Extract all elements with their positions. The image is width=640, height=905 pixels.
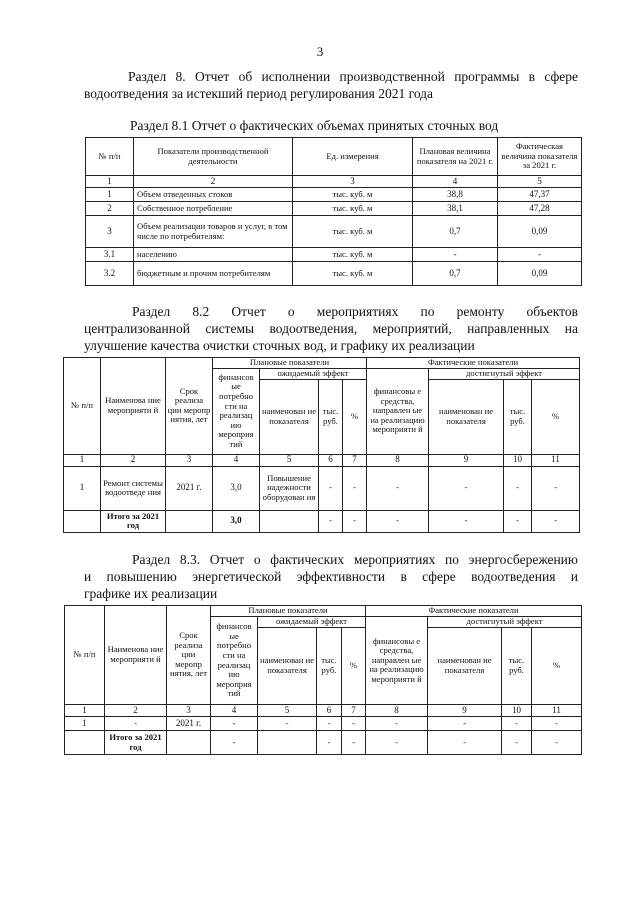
table-total-row [65,731,582,755]
row-unit: тыс. куб. м [293,262,413,286]
section-8-2-line-1: Раздел 8.2 Отчет о мероприятиях по ремонту объектов [132,304,578,319]
row-unit: тыс. куб. м [293,248,413,262]
header-percent: % [532,628,582,705]
section-8-3-heading [84,551,578,602]
header-plan: Плановая величина показателя на 2021 г. [413,138,498,176]
col-number: 8 [366,705,428,717]
section-8-2-line-3: улучшение качества очистки сточных вод, и графику их реализации [84,338,475,353]
col-number: 5 [260,454,319,466]
table-row [64,466,580,510]
header-indicator-name: наименован ие показателя [428,628,502,705]
row-unit: тыс. куб. м [293,216,413,248]
col-number: 9 [429,454,504,466]
row-name: Ремонт системы водоотведе ния [101,466,166,510]
row-num: 2 [86,202,134,216]
col-number: 1 [86,176,134,188]
header-indicator-name: наименован ие показателя [429,379,504,454]
col-number: 2 [105,705,167,717]
row-pct: - [343,466,367,510]
total-fin: - [211,731,258,755]
section-8-2-heading [84,303,578,354]
total-pct-actual: - [532,731,582,755]
section-8-2-line-2: централизованной системы водоотведения, мероприятий, направленных на [84,321,578,336]
row-pct: - [342,717,366,731]
row-fin: - [211,717,258,731]
row-name: бюджетным и прочим потребителям [134,262,293,286]
section-8-3-line-1: Раздел 8.3. Отчет о фактических мероприятиях по энергосбережению [132,552,578,567]
col-number: 7 [342,705,366,717]
header-percent: % [343,379,367,454]
header-percent: % [342,628,366,705]
col-number: 3 [167,705,211,717]
table-row [86,216,582,248]
row-rub-actual: - [504,466,532,510]
page-number: 3 [316,44,324,59]
row-term: 2021 г. [166,466,213,510]
col-number: 2 [101,454,166,466]
row-num: 3.2 [86,262,134,286]
section-8-heading [84,68,578,102]
row-name: Собственное потребление [134,202,293,216]
col-number: 4 [413,176,498,188]
table-row [86,262,582,286]
header-expected: ожидаемый эффект [258,617,366,628]
col-number: 1 [64,454,101,466]
table-row [86,248,582,262]
table-wastewater-volumes [85,137,582,286]
header-thous-rub: тыс. руб. [319,379,343,454]
total-fin-actual: - [367,510,429,532]
row-pct-actual: - [532,466,580,510]
header-indicator: Показатели производственной деятельности [134,138,293,176]
col-number: 4 [211,705,258,717]
row-plan: 0,7 [413,262,498,286]
row-num: 1 [64,466,101,510]
header-actual: Фактические показатели [366,606,582,617]
row-indicator-actual: - [428,717,502,731]
row-name: Объем отведенных стоков [134,188,293,202]
total-rub-actual: - [502,731,532,755]
table-row [86,202,582,216]
row-plan: 38,8 [413,188,498,202]
row-fact: 47,28 [498,202,582,216]
row-plan: 38,1 [413,202,498,216]
header-actual: Фактические показатели [367,358,580,369]
header-num: № п/п [64,358,101,455]
section-8-line-1: Раздел 8. Отчет об исполнении производственной программы в сфере [128,69,578,84]
row-pct-actual: - [532,717,582,731]
row-name: - [105,717,167,731]
row-num: 3.1 [86,248,134,262]
table-total-row [64,510,580,532]
header-expected: ожидаемый эффект [260,368,367,379]
header-num: № п/п [65,606,105,705]
col-number: 5 [498,176,582,188]
header-fact: Фактическая величина показателя за 2021 г. [498,138,582,176]
col-number: 2 [134,176,293,188]
total-rub-actual: - [504,510,532,532]
row-fact: 47,37 [498,188,582,202]
total-fin: 3,0 [213,510,260,532]
col-number: 6 [317,705,342,717]
total-fin-actual: - [366,731,428,755]
header-achieved: достигнутый эффект [428,617,582,628]
row-unit: тыс. куб. м [293,188,413,202]
total-rub: - [319,510,343,532]
header-achieved: достигнутый эффект [429,368,580,379]
header-num: № п/п [86,138,134,176]
row-num: 1 [86,188,134,202]
header-indicator-name: наименован ие показателя [260,379,319,454]
header-fin: финансов ые потребно сти на реализац ию мероприя тий [211,617,258,705]
col-number: 10 [504,454,532,466]
row-name: населению [134,248,293,262]
col-number: 9 [428,705,502,717]
col-number: 6 [319,454,343,466]
section-8-1-title: Раздел 8.1 Отчет о фактических объемах принятых сточных вод [130,118,499,133]
row-indicator: - [258,717,317,731]
table-row [86,188,582,202]
header-thous-rub: тыс. руб. [317,628,342,705]
header-fin-actual: финансовы е средства, направлен ые на реализацию мероприяти й [367,368,429,454]
row-rub: - [319,466,343,510]
header-thous-rub: тыс. руб. [504,379,532,454]
table-energy-saving-measures [64,605,582,755]
row-fin-actual: - [366,717,428,731]
total-indicator-actual: - [429,510,504,532]
row-term: 2021 г. [167,717,211,731]
row-plan: 0,7 [413,216,498,248]
header-planned: Плановые показатели [211,606,366,617]
total-pct: - [343,510,367,532]
row-fact: 0,09 [498,262,582,286]
row-num: 3 [86,216,134,248]
row-indicator: Повышение надежности оборудован ия [260,466,319,510]
col-number: 1 [65,705,105,717]
col-number: 11 [532,705,582,717]
row-num: 1 [65,717,105,731]
section-8-3-line-3: графике их реализации [84,586,218,601]
table-row [65,717,582,731]
row-fact: 0,09 [498,216,582,248]
col-number: 10 [502,705,532,717]
row-plan: - [413,248,498,262]
total-indicator-actual: - [428,731,502,755]
header-planned: Плановые показатели [213,358,367,369]
section-8-3-line-2: и повышению энергетической эффективности в сфере водоотведения и [84,569,578,584]
header-term: Срок реализа ции меропр иятия, лет [167,606,211,705]
total-pct-actual: - [532,510,580,532]
col-number: 5 [258,705,317,717]
header-unit: Ед. измерения [293,138,413,176]
header-term: Срок реализа ции меропр иятия, лет [166,358,213,455]
col-number: 4 [213,454,260,466]
row-indicator-actual: - [429,466,504,510]
col-number: 7 [343,454,367,466]
section-8-line-2: водоотведения за истекший период регулирования 2021 года [84,86,434,101]
col-number: 8 [367,454,429,466]
row-fin: 3,0 [213,466,260,510]
header-fin-actual: финансовы е средства, направлен ые на реализацию мероприяти й [366,617,428,705]
col-number: 3 [293,176,413,188]
row-fin-actual: - [367,466,429,510]
row-name: Объем реализации товаров и услуг, в том числе по потребителям: [134,216,293,248]
row-fact: - [498,248,582,262]
header-fin: финансов ые потребно сти на реализац ию мероприя тий [213,368,260,454]
col-number: 3 [166,454,213,466]
header-name: Наименова ние мероприяти й [101,358,166,455]
row-unit: тыс. куб. м [293,202,413,216]
header-percent: % [532,379,580,454]
total-pct: - [342,731,366,755]
table-repair-measures [63,357,580,533]
header-thous-rub: тыс. руб. [502,628,532,705]
row-rub: - [317,717,342,731]
col-number: 11 [532,454,580,466]
total-label: Итого за 2021 год [101,510,166,532]
total-label: Итого за 2021 год [105,731,167,755]
row-rub-actual: - [502,717,532,731]
total-rub: - [317,731,342,755]
header-indicator-name: наименован ие показателя [258,628,317,705]
header-name: Наименова ние мероприяти й [105,606,167,705]
